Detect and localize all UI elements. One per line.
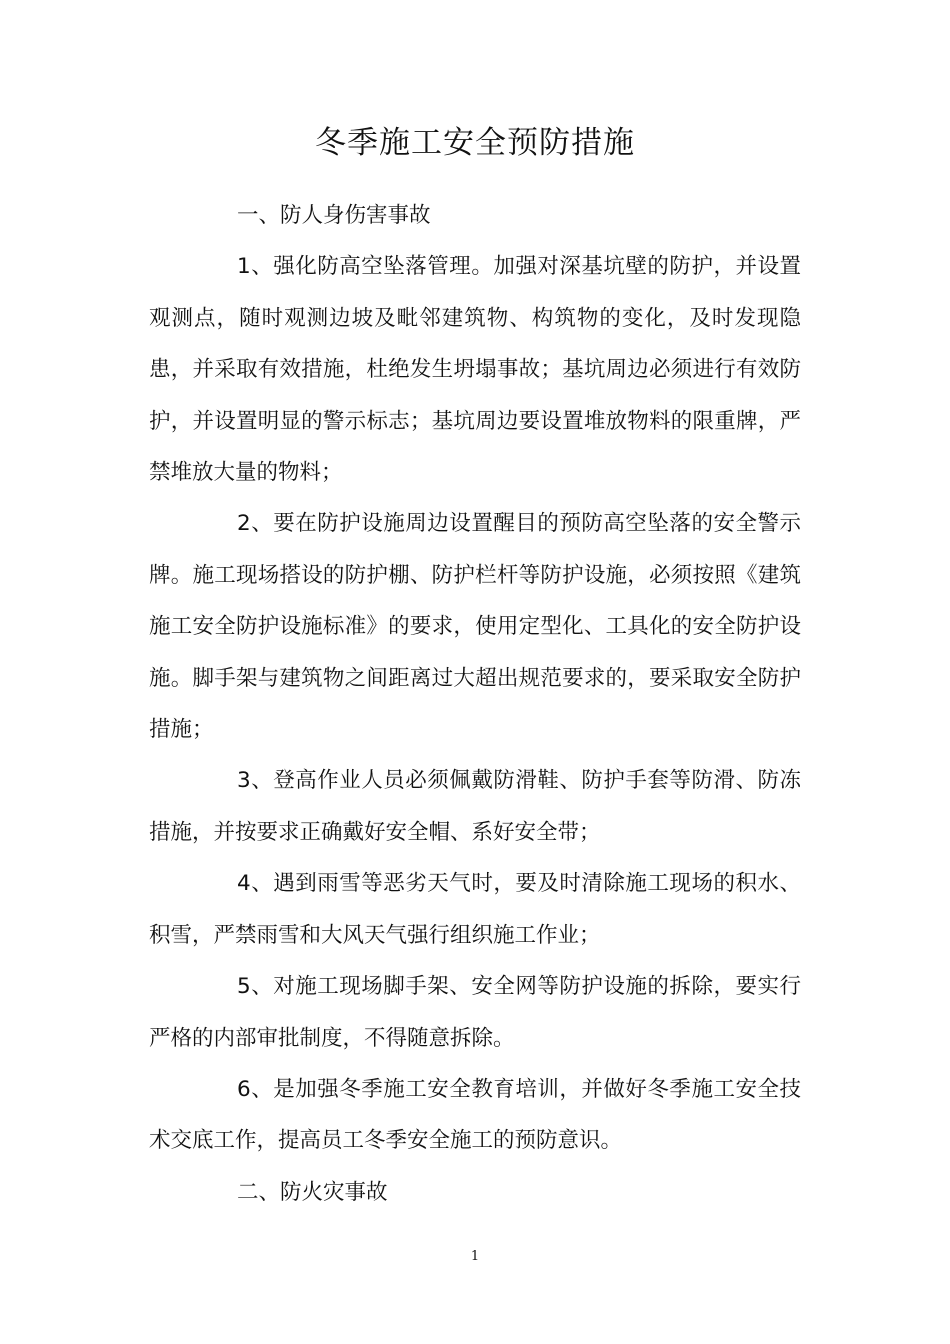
paragraph-6: 6、是加强冬季施工安全教育培训，并做好冬季施工安全技术交底工作，提高员工冬季安全施工的预防意识。 bbox=[149, 1076, 801, 1154]
page-number: 1 bbox=[470, 1249, 480, 1264]
document-title: 冬季施工安全预防措施 bbox=[315, 125, 635, 161]
paragraph-1: 1、强化防高空坠落管理。加强对深基坑壁的防护，并设置观测点，随时观测边坡及毗邻建筑物、构筑物的变化，及时发现隐患，并采取有效措施，杜绝发生坍塌事故；基坑周边必须进行有效防护，并设置明显的警示标志；基坑周边要设置堆放物料的限重牌，严禁堆放大量的物料； bbox=[149, 254, 801, 486]
paragraph-2: 2、要在防护设施周边设置醒目的预防高空坠落的安全警示牌。施工现场搭设的防护棚、防护栏杆等防护设施，必须按照《建筑施工安全防护设施标准》的要求，使用定型化、工具化的安全防护设施。脚手架与建筑物之间距离过大超出规范要求的，要采取安全防护措施； bbox=[149, 511, 801, 743]
section-heading-2: 二、防火灾事故 bbox=[237, 1179, 388, 1205]
paragraph-3: 3、登高作业人员必须佩戴防滑鞋、防护手套等防滑、防冻措施，并按要求正确戴好安全帽、系好安全带； bbox=[149, 768, 801, 845]
document-body bbox=[149, 190, 801, 1218]
section-heading-1: 一、防人身伤害事故 bbox=[237, 203, 431, 228]
paragraph-5: 5、对施工现场脚手架、安全网等防护设施的拆除，要实行严格的内部审批制度，不得随意拆除。 bbox=[149, 974, 801, 1051]
paragraph-4: 4、遇到雨雪等恶劣天气时，要及时清除施工现场的积水、积雪，严禁雨雪和大风天气强行组织施工作业； bbox=[149, 871, 801, 948]
